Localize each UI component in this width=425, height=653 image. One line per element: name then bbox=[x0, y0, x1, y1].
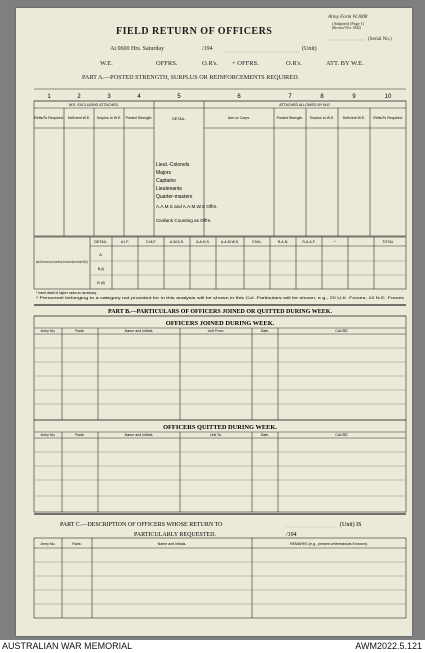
col-number: 4 bbox=[137, 94, 141, 100]
column-numbers bbox=[47, 94, 392, 100]
joined-col: CAUSE. bbox=[335, 329, 349, 333]
col-number: 5 bbox=[177, 94, 181, 100]
offrs-label: OFFRS. bbox=[156, 60, 178, 67]
we-label: W.E. bbox=[100, 60, 113, 67]
part-c-date: /194 bbox=[286, 532, 297, 538]
part-c-requested: PARTICULARLY REQUESTED. bbox=[134, 532, 216, 538]
quitted-col: Unit To. bbox=[209, 433, 223, 437]
analysis-col: DETAIL. bbox=[94, 240, 108, 244]
quitted-col: CAUSE. bbox=[335, 433, 349, 437]
left-header: Refts/Ts Required. bbox=[34, 116, 64, 120]
part-a-heading: PART A.—POSTED STRENGTH, SURPLUS OR REINFORCEMENTS REQUIRED. bbox=[82, 74, 300, 81]
archive-name: AUSTRALIAN WAR MEMORIAL bbox=[2, 641, 133, 651]
form-reference: Army Form W.3008 bbox=[328, 15, 368, 20]
rank-label: Captains bbox=[156, 178, 176, 184]
part-c-heading: PART C.—DESCRIPTION OF OFFICERS WHOSE RETURN TO bbox=[60, 522, 223, 528]
quitted-col: Date. bbox=[260, 433, 270, 437]
joined-col: Name and Initials. bbox=[124, 329, 154, 333]
detail-header: DETAIL. bbox=[172, 117, 186, 121]
joined-col: Unit From. bbox=[207, 329, 225, 333]
col-number: 2 bbox=[77, 94, 81, 100]
quitted-col: Army No. bbox=[40, 433, 56, 437]
analysis-col: C.M.F. bbox=[145, 240, 157, 244]
rank-label: Lieut.-Colonels bbox=[156, 162, 190, 168]
footnote: * Personnel belonging to a category not provided for in this analysis will be shown in this Col. Particulars will be shown, e.g., 20 U.K. Forces: 10 N.E. Forces bbox=[36, 296, 405, 300]
analysis-col: R.A.A.F. bbox=[302, 240, 316, 244]
analysis-col: R.A.N. bbox=[277, 240, 289, 244]
col-number: 7 bbox=[288, 94, 292, 100]
form-grid bbox=[16, 8, 412, 636]
rank-label: Quarter-masters bbox=[156, 194, 193, 200]
analysis-row: A. bbox=[99, 253, 103, 257]
col-number: 3 bbox=[107, 94, 111, 100]
left-header: Posted Strength. bbox=[125, 116, 153, 120]
form-title: FIELD RETURN OF OFFICERS bbox=[116, 26, 273, 37]
we-excluding-header: W.E. EXCLUDING ATTACHED. bbox=[68, 103, 120, 107]
analysis-col: A.W.A.S. bbox=[169, 240, 185, 244]
rank-label: Majors bbox=[156, 170, 172, 176]
analysis-row: B.(ii) bbox=[97, 281, 105, 285]
analysis-row: B.(i) bbox=[97, 267, 105, 271]
c-col: Rank. bbox=[72, 542, 82, 546]
analysis-col: * bbox=[334, 240, 336, 244]
rank-label: Lieutenants bbox=[156, 186, 182, 192]
rank-label: Civilians Counting as Offrs. bbox=[156, 218, 212, 223]
right-header: Surplus to W.E. bbox=[309, 116, 335, 120]
left-header: Deficient W.E. bbox=[67, 116, 91, 120]
col-number: 8 bbox=[320, 94, 324, 100]
ors-label: O.R's. bbox=[202, 60, 218, 67]
footnote: * Insert detail of higher ranks as necessary. bbox=[36, 291, 97, 295]
right-header: Refts/Ts Required. bbox=[373, 116, 403, 120]
right-header: Arm or Corps. bbox=[227, 116, 251, 120]
joined-col: Rank. bbox=[75, 329, 85, 333]
analysis-col: A.I.F. bbox=[120, 240, 130, 244]
quitted-title: OFFICERS QUITTED DURING WEEK. bbox=[163, 424, 277, 431]
right-header: Deficient W.E. bbox=[342, 116, 366, 120]
col-number: 9 bbox=[352, 94, 356, 100]
date-suffix: /194 bbox=[202, 46, 213, 52]
joined-col: Army No. bbox=[40, 329, 56, 333]
c-col: Name and Initials. bbox=[157, 542, 187, 546]
ors-label-2: O.R's. bbox=[286, 60, 302, 67]
analysis-col: CIVIL. bbox=[252, 240, 262, 244]
analysis-col: A.A.M.W.S. bbox=[220, 240, 240, 244]
col-number: 6 bbox=[237, 94, 241, 100]
serial-number-label: (Serial No.) bbox=[368, 37, 392, 42]
rank-label: A.A.M.S and A.A.M.W.S Offrs. bbox=[156, 204, 218, 209]
left-header: Surplus to W.E. bbox=[96, 116, 122, 120]
analysis-col: TOTAL bbox=[382, 240, 394, 244]
part-b-heading: PART B.—PARTICULARS OF OFFICERS JOINED OR QUITTED DURING WEEK. bbox=[108, 309, 332, 315]
archive-caption bbox=[0, 640, 425, 653]
col-number: 10 bbox=[384, 94, 392, 100]
part-c-unit: (Unit) IS bbox=[340, 522, 362, 528]
c-col: REMARKS (e.g., present whereabouts if known). bbox=[290, 542, 368, 546]
attached-allowed-header: ATTACHED ALLOWED BY W.E. bbox=[279, 103, 331, 107]
right-header: Posted Strength. bbox=[276, 116, 304, 120]
att-by-we-label: ATT. BY W.E. bbox=[326, 60, 364, 67]
analysis-col: A.A.N.S. bbox=[196, 240, 210, 244]
joined-col: Date. bbox=[260, 329, 270, 333]
col-number: 1 bbox=[47, 94, 51, 100]
analysis-note: Analysis of Part A to be shown here by ALL units. Only units notified in para. 50 of Instructions for compilation of form will complete Part B(i) & B(ii). bbox=[36, 260, 89, 264]
c-col: Army No. bbox=[40, 542, 56, 546]
at-hours-line: At 0600 Hrs. Saturday bbox=[110, 46, 164, 52]
plus-offrs-label: + OFFRS. bbox=[232, 60, 259, 67]
archive-id: AWM2022.5.121 bbox=[355, 641, 422, 651]
form-reference: (Adapted) (Page 1) bbox=[332, 21, 365, 26]
quitted-col: Rank. bbox=[75, 433, 85, 437]
unit-label: (Unit) bbox=[302, 46, 317, 52]
form-reference: (Revised Nov. 1942) bbox=[332, 26, 361, 30]
joined-title: OFFICERS JOINED DURING WEEK. bbox=[165, 320, 275, 327]
form-sheet bbox=[16, 8, 412, 636]
quitted-col: Name and Initials. bbox=[124, 433, 154, 437]
